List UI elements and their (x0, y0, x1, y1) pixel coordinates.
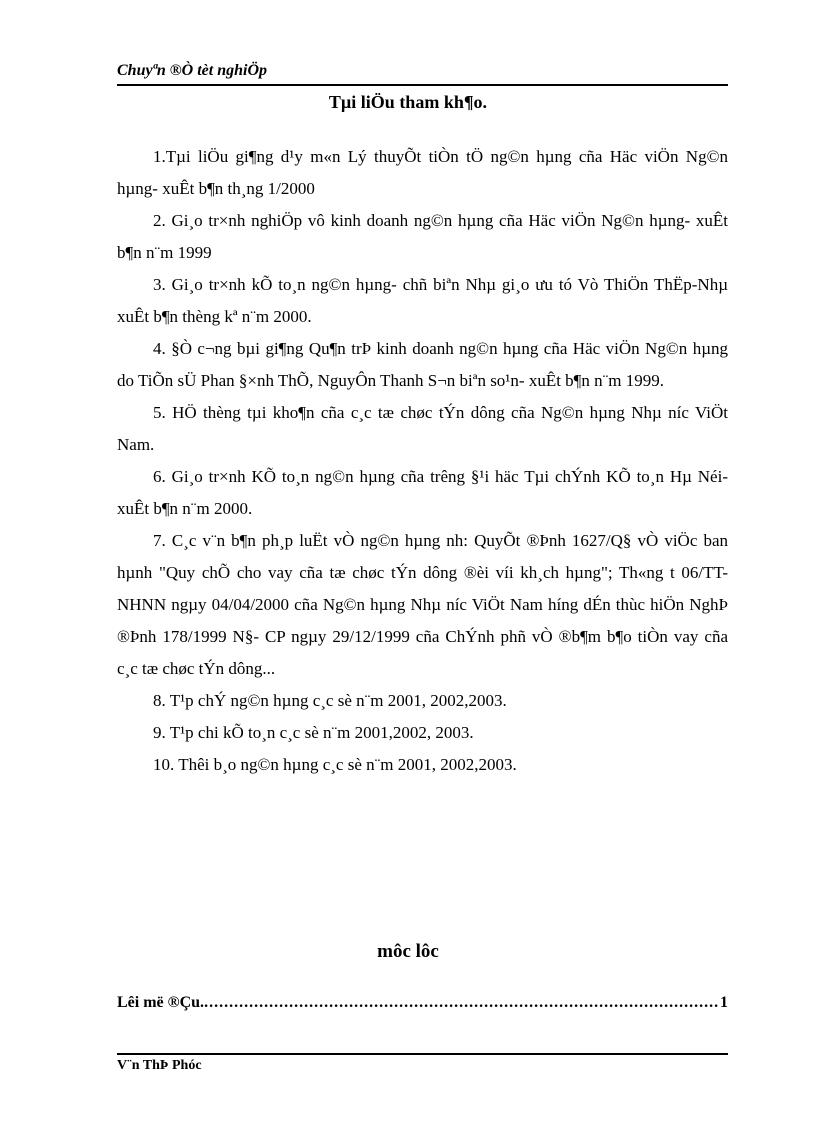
toc-entry-page: 1 (720, 994, 728, 1011)
references-title: Tµi liÖu tham kh¶o. (328, 92, 488, 112)
reference-item-9: 9. T¹p chi kÕ to¸n c¸c sè n¨m 2001,2002, 2003. (153, 723, 474, 742)
reference-item-2: 2. Gi¸o tr×nh nghiÖp vô kinh doanh ng©n hµng cña Häc viÖn Ng©n hµng- xuÊt b¶n n¨m 1999 (117, 211, 728, 262)
reference-item-1: 1.Tµi liÖu gi¶ng d¹y m«n Lý thuyÕt tiÒn tÖ ng©n hµng cña Häc viÖn Ng©n hµng- xuÊt b¶n th¸ng 1/2000 (117, 147, 728, 198)
reference-item-3: 3. Gi¸o tr×nh kÕ to¸n ng©n hµng- chñ biªn Nhµ gi¸o ưu tó Vò ThiÖn ThËp-Nhµ xuÊt b¶n thèng kª n¨m 2000. (117, 275, 728, 326)
footer-divider (117, 1053, 728, 1055)
header-divider (117, 84, 728, 86)
reference-item-4: 4. §Ò c¬ng bµi gi¶ng Qu¶n trÞ kinh doanh ng©n hµng cña Häc viÖn Ng©n hµng do TiÕn sÜ Phan §×nh ThÕ, NguyÔn Thanh S¬n biªn so¹n- xuÊt b¶n n¨m 1999. (117, 339, 728, 390)
reference-item-7: 7. C¸c v¨n b¶n ph¸p luËt vÒ ng©n hµng nh: QuyÕt ®Þnh 1627/Q§ vÒ viÖc ban hµnh "Quy chÕ cho vay cña tæ chøc tÝn dông ®èi víi kh¸ch hµng"; Th«ng t 06/TT-NHNN ngµy 04/04/2000 cña Ng©n hµng Nhµ níc ViÖt Nam híng dÉn thùc hiÖn NghÞ ®Þnh 178/1999 N§- CP ngµy 29/12/1999 cña ChÝnh phñ vÒ ®b¶m b¶o tiÒn vay cña c¸c tæ chøc tÝn dông... (117, 531, 728, 678)
footer-author: V¨n ThÞ Phóc (117, 1058, 202, 1073)
toc-dot-leader (204, 994, 718, 1012)
toc-entry-label: Lêi më ®Çu. (117, 994, 205, 1011)
reference-item-10: 10. Thêi b¸o ng©n hµng c¸c sè n¨m 2001, 2002,2003. (153, 755, 517, 774)
toc-entry[interactable] (117, 994, 728, 1012)
running-header-title: Chuyªn ®Ò tèt nghiÖp (117, 62, 268, 79)
references-list (117, 141, 728, 781)
reference-item-8: 8. T¹p chÝ ng©n hµng c¸c sè n¨m 2001, 2002,2003. (153, 691, 507, 710)
toc-title: môc lôc (377, 941, 439, 962)
reference-item-5: 5. HÖ thèng tµi kho¶n cña c¸c tæ chøc tÝn dông cña Ng©n hµng Nhµ níc ViÖt Nam. (117, 403, 728, 454)
reference-item-6: 6. Gi¸o tr×nh KÕ to¸n ng©n hµng cña trêng §¹i häc Tµi chÝnh KÕ to¸n Hµ Néi- xuÊt b¶n n¨m 2000. (117, 467, 728, 518)
